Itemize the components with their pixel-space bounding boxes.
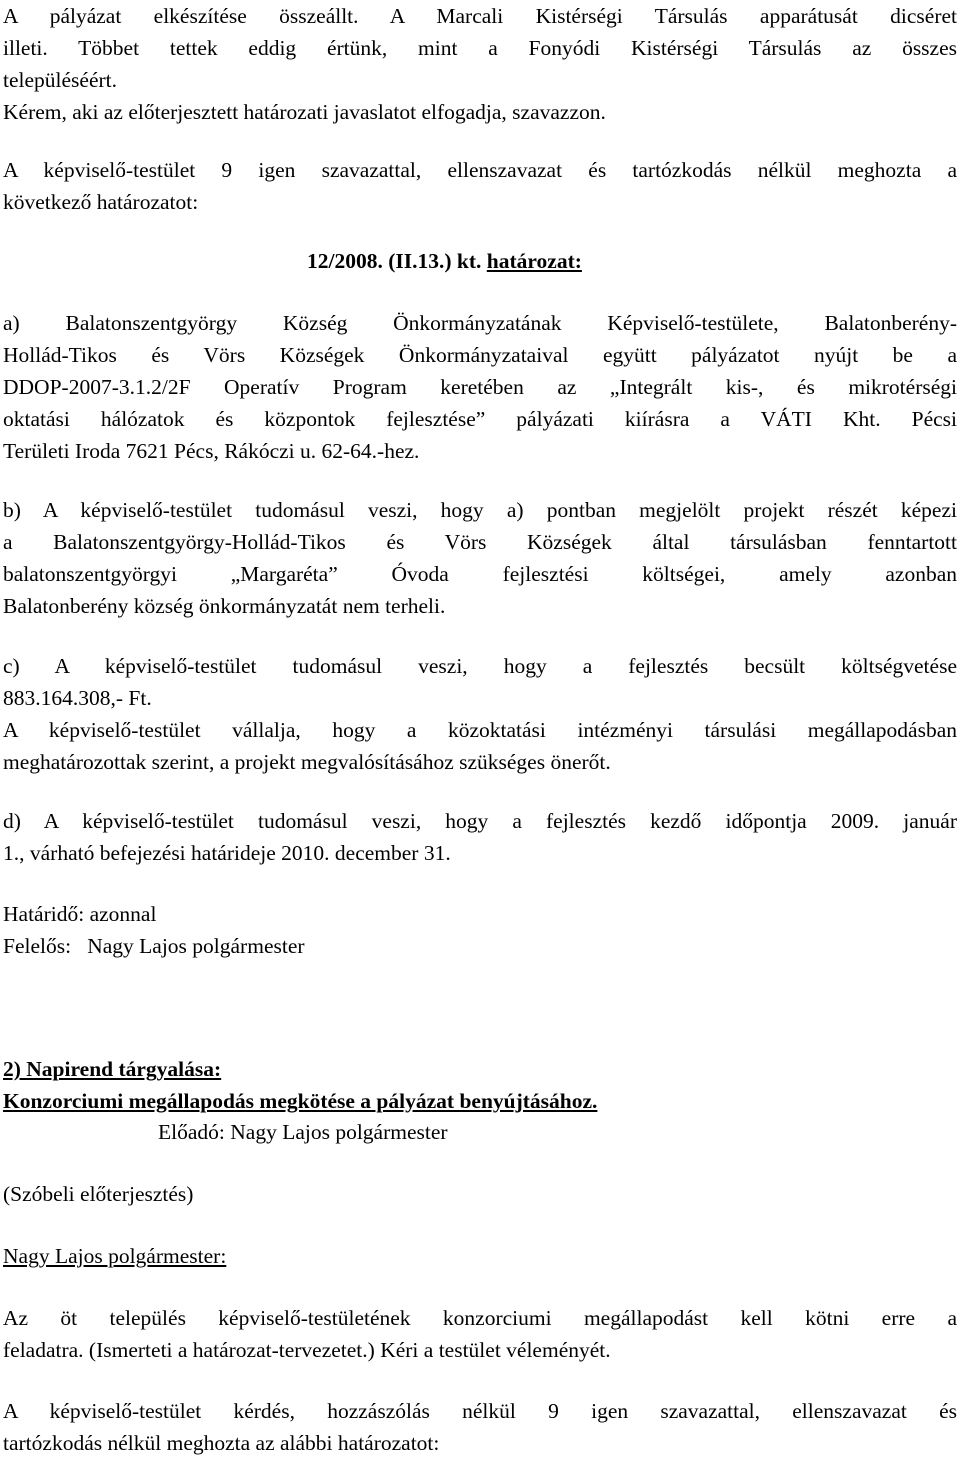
intro-line-4: Kérem, aki az előterjesztett határozati javaslatot elfogadja, szavazzon. <box>3 100 606 124</box>
speech-line-2: feladatra. (Ismerteti a határozat-tervezetet.) Kéri a testület véleményét. <box>3 1338 611 1362</box>
point-a-line-5: Területi Iroda 7621 Pécs, Rákóczi u. 62-64.-hez. <box>3 439 420 463</box>
deadline-block <box>3 898 957 962</box>
speaker-name: Nagy Lajos polgármester: <box>3 1244 227 1268</box>
vote2-line-1: A képviselő-testület kérdés, hozzászólás nélkül 9 igen szavazattal, ellenszavazat és <box>3 1399 957 1423</box>
point-b-line-1: b) A képviselő-testület tudomásul veszi, hogy a) pontban megjelölt projekt részét képezi <box>3 498 957 522</box>
point-b-line-3: balatonszentgyörgyi „Margaréta” Óvoda fejlesztési költségei, amely azonban <box>3 562 957 586</box>
intro-line-2: illeti. Többet tettek eddig értünk, mint a Fonyódi Kistérségi Társulás az összes <box>3 36 957 60</box>
agenda-heading: 2) Napirend tárgyalása: <box>3 1057 222 1081</box>
speech-line-1: Az öt település képviselő-testületének konzorciumi megállapodást kell kötni erre a <box>3 1306 957 1330</box>
point-c-line-3: A képviselő-testület vállalja, hogy a közoktatási intézményi társulási megállapodásban <box>3 718 957 742</box>
intro-line-3: településéért. <box>3 68 118 92</box>
speaker-block <box>3 1240 957 1272</box>
point-a-line-4: oktatási hálózatok és központok fejlesztése” pályázati kiírásra a VÁTI Kht. Pécsi <box>3 407 957 431</box>
point-c-line-2: 883.164.308,- Ft. <box>3 686 152 710</box>
point-c-paragraph <box>3 650 957 778</box>
vote2-line-2: tartózkodás nélkül meghozta az alábbi határozatot: <box>3 1431 440 1455</box>
vote-paragraph-2 <box>3 1395 957 1459</box>
point-d-paragraph <box>3 805 957 869</box>
agenda-title: Konzorciumi megállapodás megkötése a pályázat benyújtásához. <box>3 1089 598 1113</box>
oral-proposal-text: (Szóbeli előterjesztés) <box>3 1182 194 1206</box>
point-c-line-4: meghatározottak szerint, a projekt megvalósításához szükséges önerőt. <box>3 750 611 774</box>
intro-paragraph <box>3 0 957 128</box>
intro-line-1: A pályázat elkészítése összeállt. A Marcali Kistérségi Társulás apparátusát dicséret <box>3 4 957 28</box>
point-b-line-4: Balatonberény község önkormányzatát nem terheli. <box>3 594 446 618</box>
point-d-line-2: 1., várható befejezési határideje 2010. december 31. <box>3 841 451 865</box>
point-a-line-3: DDOP-2007-3.1.2/2F Operatív Program keretében az „Integrált kis-, és mikrotérségi <box>3 375 957 399</box>
oral-proposal <box>3 1178 957 1210</box>
resolution-word: határozat: <box>486 249 582 273</box>
point-b-paragraph <box>3 494 957 622</box>
deadline-line: Határidő: azonnal <box>3 902 157 926</box>
resolution-number: 12/2008. (II.13.) kt. <box>307 249 482 273</box>
point-c-line-1: c) A képviselő-testület tudomásul veszi, hogy a fejlesztés becsült költségvetése <box>3 654 957 678</box>
responsible-line: Felelős: Nagy Lajos polgármester <box>3 934 305 958</box>
agenda-block <box>3 1053 957 1117</box>
vote-paragraph-1 <box>3 154 957 218</box>
point-a-paragraph <box>3 307 957 467</box>
point-a-line-1: a) Balatonszentgyörgy Község Önkormányzatának Képviselő-testülete, Balatonberény- <box>3 311 957 335</box>
speech-paragraph <box>3 1302 957 1366</box>
point-b-line-2: a Balatonszentgyörgy-Hollád-Tikos és Vörs Községek által társulásban fenntartott <box>3 530 957 554</box>
point-d-line-1: d) A képviselő-testület tudomásul veszi, hogy a fejlesztés kezdő időpontja 2009. január <box>3 809 957 833</box>
agenda-lecturer: Előadó: Nagy Lajos polgármester <box>158 1120 448 1144</box>
point-a-line-2: Hollád-Tikos és Vörs Községek Önkormányzataival együtt pályázatot nyújt be a <box>3 343 957 367</box>
resolution-heading <box>307 245 582 277</box>
vote1-line-1: A képviselő-testület 9 igen szavazattal, ellenszavazat és tartózkodás nélkül meghozta a <box>3 158 957 182</box>
vote1-line-2: következő határozatot: <box>3 190 199 214</box>
